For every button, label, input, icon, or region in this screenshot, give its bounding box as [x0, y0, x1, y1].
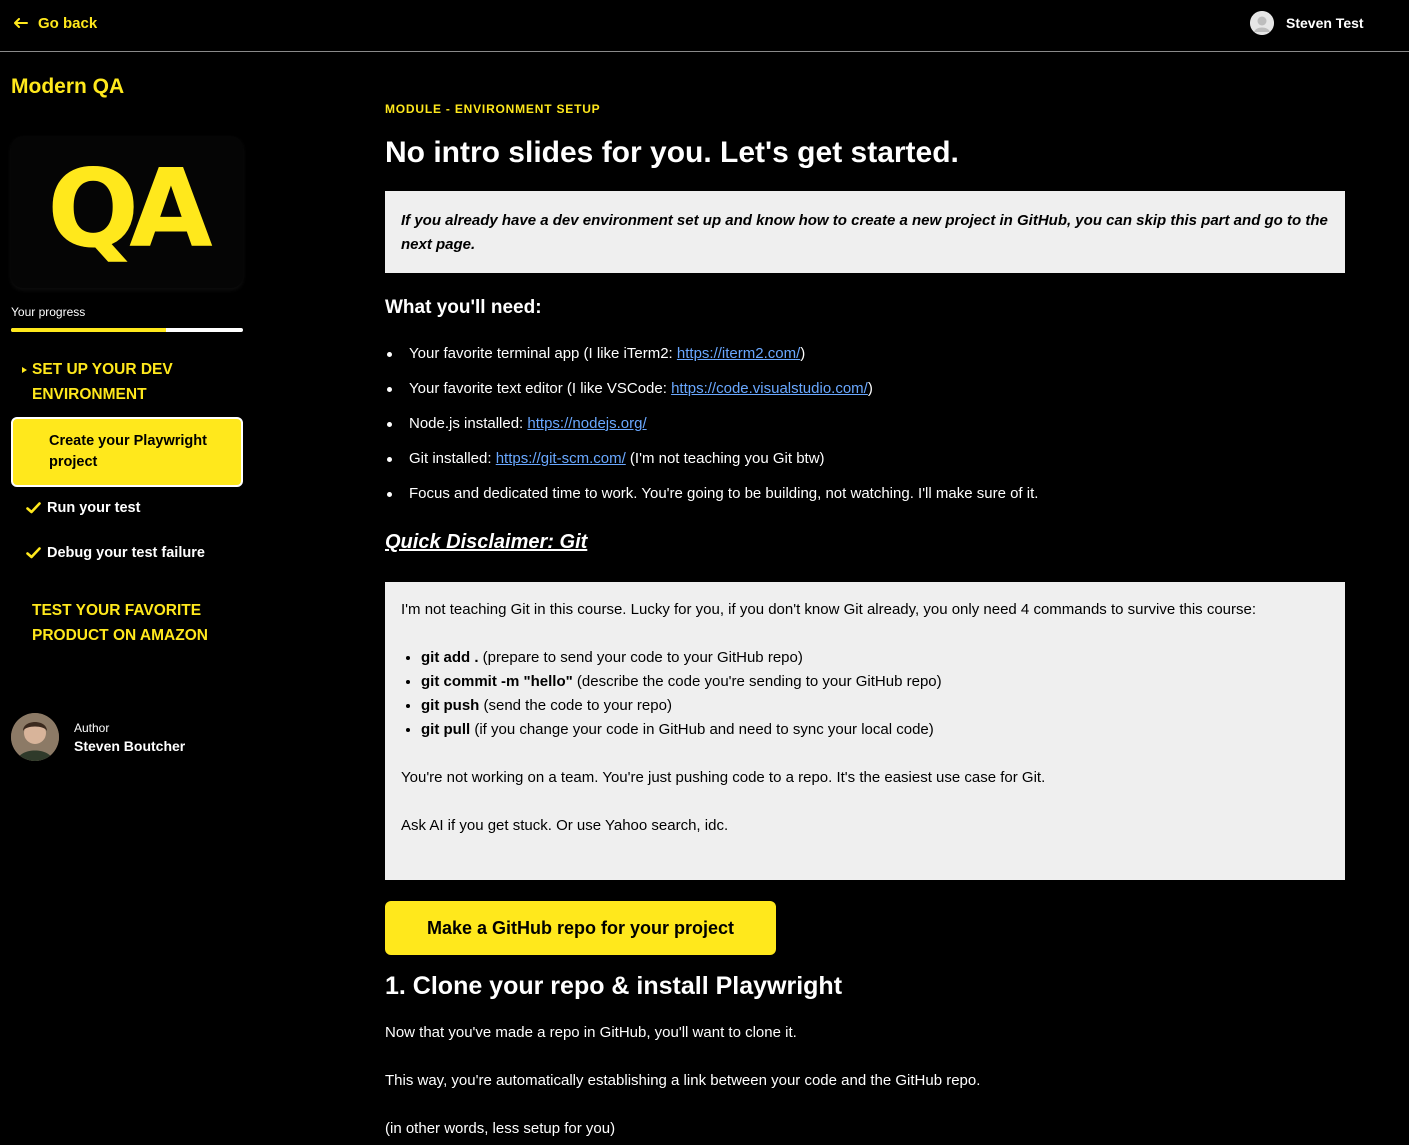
course-thumbnail: [11, 136, 243, 288]
section-test-amazon-product[interactable]: [11, 598, 243, 648]
user-menu[interactable]: [1250, 11, 1364, 35]
section-title: TEST YOUR FAVORITE PRODUCT ON AMAZON: [32, 602, 208, 644]
page-title: No intro slides for you. Let's get started.: [385, 136, 959, 169]
git-intro: I'm not teaching Git in this course. Lucky for you, if you don't know Git already, you only need 4 commands to survive this course:: [401, 601, 1257, 618]
list-item: • git push (send the code to your repo): [421, 694, 1329, 718]
author-avatar: [11, 713, 59, 761]
author-photo-icon: [11, 713, 59, 761]
list-item: Git installed: https://git-scm.com/ (I'm not teaching you Git btw): [385, 449, 1345, 484]
checkmark-icon: [26, 502, 41, 514]
paragraph: This way, you're automatically establishing a link between your code and the GitHub repo.: [385, 1072, 981, 1089]
progress-label: Your progress: [11, 305, 86, 319]
progress-bar-fill: [11, 328, 166, 332]
list-item: • git pull (if you change your code in GitHub and need to sync your local code): [421, 718, 1329, 742]
lesson-label: Run your test: [47, 500, 141, 516]
list-item: Your favorite terminal app (I like iTerm2: https://iterm2.com/): [385, 344, 1345, 379]
step-heading: 1. Clone your repo & install Playwright: [385, 972, 843, 1000]
top-bar: [0, 0, 1409, 52]
list-item: Your favorite text editor (I like VSCode: https://code.visualstudio.com/): [385, 379, 1345, 414]
git-note: You're not working on a team. You're just pushing code to a repo. It's the easiest use case for Git.: [401, 769, 1046, 786]
lesson-label: Debug your test failure: [47, 545, 205, 561]
qa-logo: [11, 136, 243, 288]
vscode-link[interactable]: https://code.visualstudio.com/: [671, 380, 868, 397]
course-title[interactable]: Modern QA: [11, 75, 125, 98]
lesson-debug-test-failure[interactable]: [26, 545, 205, 561]
make-github-repo-button[interactable]: Make a GitHub repo for your project: [385, 901, 776, 955]
list-item: Focus and dedicated time to work. You're going to be building, not watching. I'll make sure of it.: [385, 484, 1345, 519]
caret-right-icon: [22, 367, 27, 373]
git-link[interactable]: https://git-scm.com/: [495, 450, 626, 467]
checkmark-icon: [26, 547, 41, 559]
disclaimer-heading: Quick Disclaimer: Git: [385, 531, 588, 553]
author-role: Author: [74, 720, 110, 735]
git-command-list: [401, 646, 1329, 742]
git-commands-box: [385, 582, 1345, 880]
iterm2-link[interactable]: https://iterm2.com/: [676, 345, 801, 362]
section-title: SET UP YOUR DEV ENVIRONMENT: [32, 361, 173, 403]
module-label: MODULE - ENVIRONMENT SETUP: [385, 102, 601, 116]
user-icon: [1250, 11, 1274, 35]
lesson-create-playwright-project[interactable]: [11, 417, 243, 487]
list-item: • git add . (prepare to send your code to your GitHub repo): [421, 646, 1329, 670]
lesson-run-your-test[interactable]: [26, 500, 140, 516]
lesson-label: Create your Playwright project: [49, 433, 207, 470]
progress-bar: [11, 328, 243, 332]
nodejs-link[interactable]: https://nodejs.org/: [527, 415, 647, 432]
paragraph: Now that you've made a repo in GitHub, you'll want to clone it.: [385, 1024, 797, 1041]
section-setup-dev-env[interactable]: [11, 357, 243, 407]
paragraph: (in other words, less setup for you): [385, 1120, 616, 1137]
list-item: Node.js installed: https://nodejs.org/: [385, 414, 1345, 449]
needs-heading: What you'll need:: [385, 297, 542, 318]
needs-list: [385, 344, 1345, 519]
user-name: Steven Test: [1286, 15, 1364, 31]
qa-logo-text: QA: [47, 147, 203, 272]
skip-callout: If you already have a dev environment set up and know how to create a new project in GitHub, you can skip this part and go to the next page.: [385, 191, 1345, 273]
user-avatar: [1250, 11, 1274, 35]
go-back-link[interactable]: [14, 13, 97, 33]
git-note: Ask AI if you get stuck. Or use Yahoo search, idc.: [401, 817, 729, 834]
go-back-label: Go back: [38, 14, 98, 32]
arrow-left-icon: [14, 18, 28, 28]
list-item: • git commit -m "hello" (describe the code you're sending to your GitHub repo): [421, 670, 1329, 694]
author-card: [11, 713, 185, 761]
author-name: Steven Boutcher: [74, 737, 186, 754]
